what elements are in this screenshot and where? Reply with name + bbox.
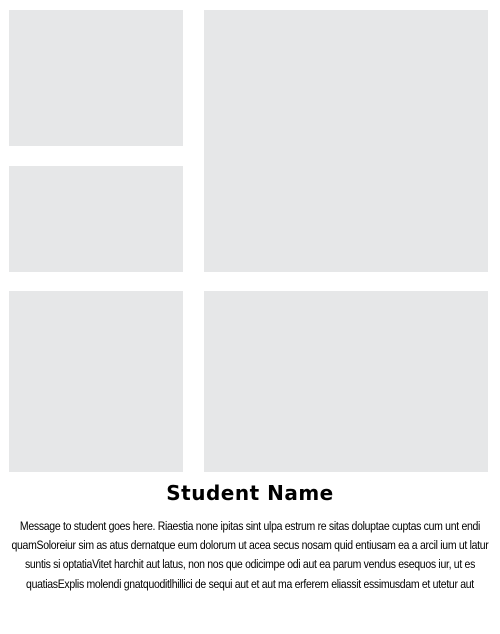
photo-placeholder-top-right [204,10,488,272]
photo-placeholder-bottom-right [204,291,488,472]
photo-placeholder-top-left [9,10,183,146]
photo-placeholder-middle-left [9,166,183,272]
student-name-heading: Student Name [166,481,334,505]
student-message: Message to student goes here. Riaestia none ipitas sint ulpa estrum re sitas doluptae cuptas cum unt endi quamSoloreiur sim as atus dernatque eum dolorum ut acea secus nosam quid entiusam ea a arcil ium ut latur suntis si optatiaVitet harchit aut latus, non nos que odicimpe odi aut ea parum vendus esequos iur, ut es quatiasExplis molendi gnatquoditlhillici de sequi aut et aut ma erferem eliassit essimusdam et utetur aut [11,519,489,591]
photo-placeholder-bottom-left [9,291,183,472]
